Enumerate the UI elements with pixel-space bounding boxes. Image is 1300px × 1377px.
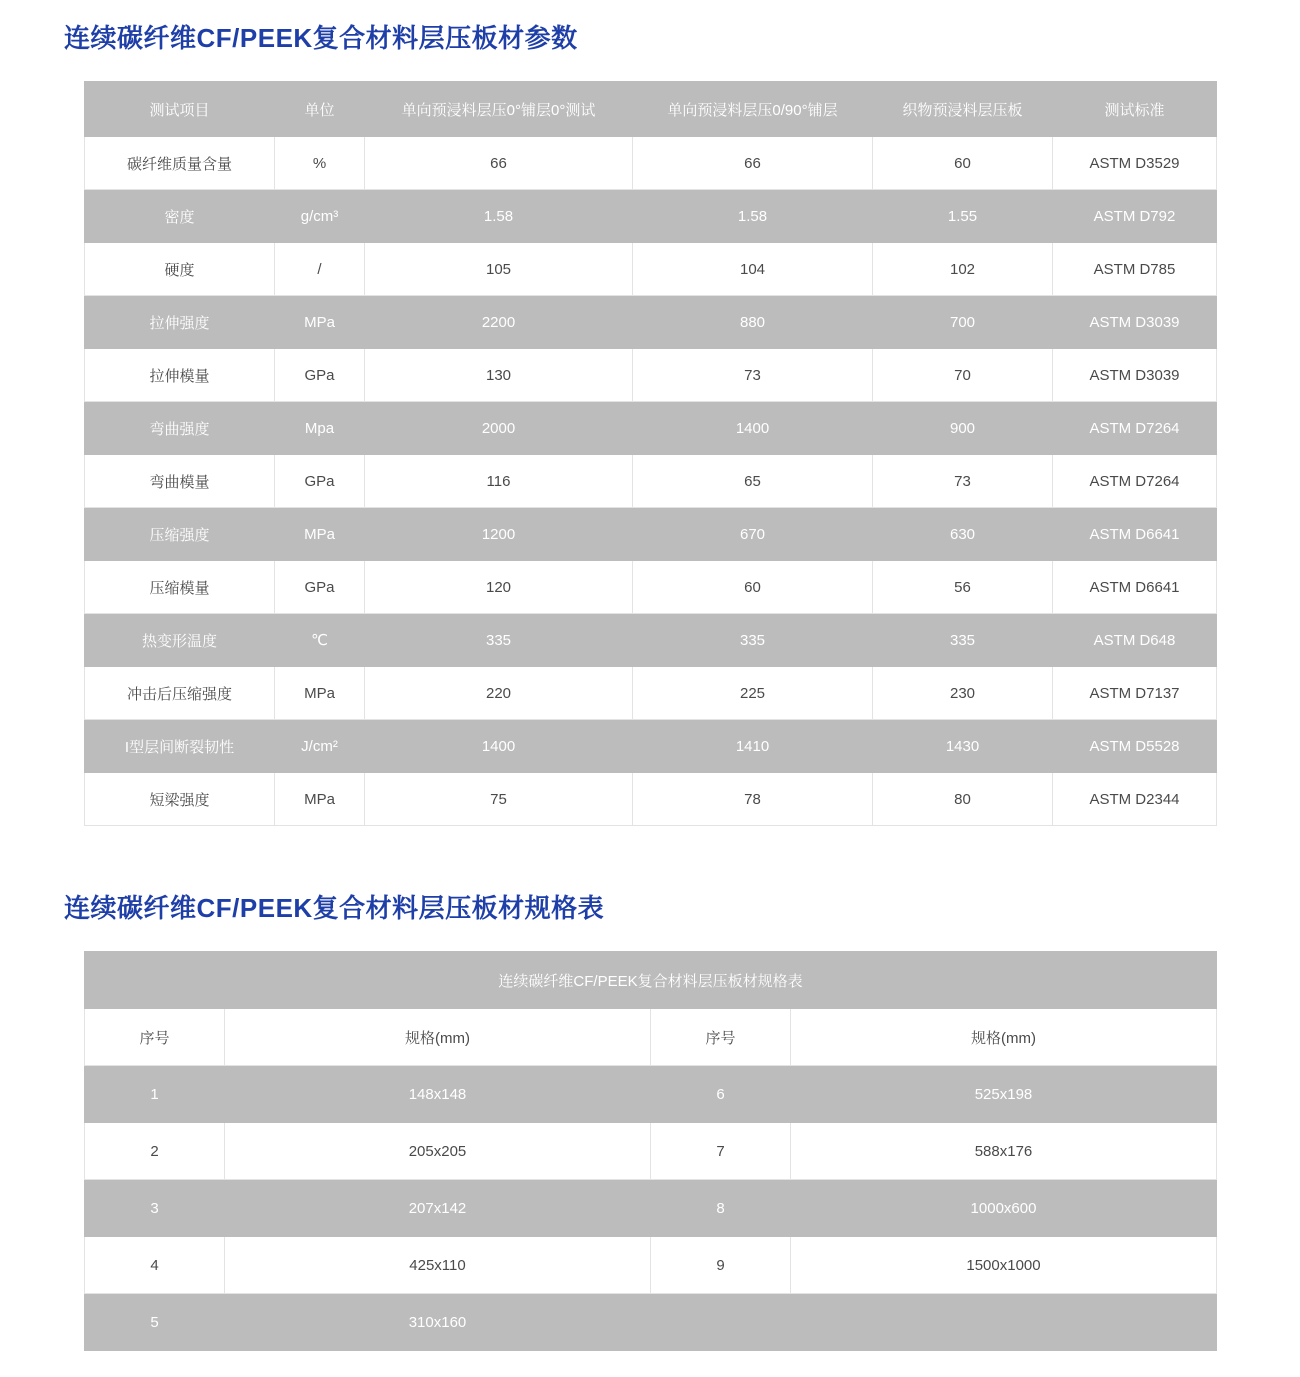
cell-index-left: 3 xyxy=(85,1180,225,1237)
cell-value-ud0: 66 xyxy=(365,137,633,190)
parameters-table xyxy=(84,81,1217,826)
cell-standard: ASTM D2344 xyxy=(1053,773,1217,826)
cell-unit: MPa xyxy=(275,667,365,720)
column-header: 单向预浸料层压0°铺层0°测试 xyxy=(365,82,633,137)
table-row xyxy=(85,1237,1217,1294)
cell-item: 碳纤维质量含量 xyxy=(85,137,275,190)
cell-value-ud0: 105 xyxy=(365,243,633,296)
cell-value-fabric: 80 xyxy=(873,773,1053,826)
table-row xyxy=(85,1180,1217,1237)
cell-value-ud0: 1.58 xyxy=(365,190,633,243)
cell-size-left: 205x205 xyxy=(225,1123,651,1180)
specification-table xyxy=(84,951,1217,1351)
table-caption-row xyxy=(85,952,1217,1009)
cell-unit: Mpa xyxy=(275,402,365,455)
cell-unit: J/cm² xyxy=(275,720,365,773)
cell-item: 冲击后压缩强度 xyxy=(85,667,275,720)
column-header: 单向预浸料层压0/90°铺层 xyxy=(633,82,873,137)
cell-value-fabric: 56 xyxy=(873,561,1053,614)
cell-value-ud090: 1410 xyxy=(633,720,873,773)
cell-value-ud0: 2000 xyxy=(365,402,633,455)
table-header-row xyxy=(85,1009,1217,1066)
cell-standard: ASTM D6641 xyxy=(1053,561,1217,614)
cell-unit: % xyxy=(275,137,365,190)
cell-index-left: 5 xyxy=(85,1294,225,1351)
params-section-title: 连续碳纤维CF/PEEK复合材料层压板材参数 xyxy=(64,23,578,53)
cell-size-left: 207x142 xyxy=(225,1180,651,1237)
cell-unit: ℃ xyxy=(275,614,365,667)
cell-standard: ASTM D648 xyxy=(1053,614,1217,667)
cell-standard: ASTM D792 xyxy=(1053,190,1217,243)
cell-unit: MPa xyxy=(275,773,365,826)
cell-value-ud090: 225 xyxy=(633,667,873,720)
cell-unit: MPa xyxy=(275,508,365,561)
cell-item: 拉伸模量 xyxy=(85,349,275,402)
cell-value-ud0: 220 xyxy=(365,667,633,720)
table-row xyxy=(85,349,1217,402)
table-row xyxy=(85,561,1217,614)
cell-standard: ASTM D5528 xyxy=(1053,720,1217,773)
cell-index-right: 6 xyxy=(651,1066,791,1123)
spec-table-caption: 连续碳纤维CF/PEEK复合材料层压板材规格表 xyxy=(85,952,1217,1009)
column-header: 单位 xyxy=(275,82,365,137)
cell-value-ud090: 670 xyxy=(633,508,873,561)
table-row xyxy=(85,773,1217,826)
column-header: 测试标准 xyxy=(1053,82,1217,137)
cell-index-right: 9 xyxy=(651,1237,791,1294)
cell-unit: GPa xyxy=(275,561,365,614)
cell-standard: ASTM D785 xyxy=(1053,243,1217,296)
cell-value-ud090: 880 xyxy=(633,296,873,349)
table-row xyxy=(85,190,1217,243)
column-header: 规格(mm) xyxy=(791,1009,1217,1066)
cell-size-right: 525x198 xyxy=(791,1066,1217,1123)
cell-value-ud0: 1400 xyxy=(365,720,633,773)
table-row xyxy=(85,1066,1217,1123)
cell-empty xyxy=(651,1294,791,1351)
cell-index-left: 4 xyxy=(85,1237,225,1294)
cell-value-ud090: 66 xyxy=(633,137,873,190)
cell-index-left: 1 xyxy=(85,1066,225,1123)
cell-value-ud0: 116 xyxy=(365,455,633,508)
cell-item: 硬度 xyxy=(85,243,275,296)
cell-index-right: 8 xyxy=(651,1180,791,1237)
cell-value-fabric: 73 xyxy=(873,455,1053,508)
table-row xyxy=(85,243,1217,296)
cell-value-ud0: 120 xyxy=(365,561,633,614)
cell-value-ud090: 73 xyxy=(633,349,873,402)
cell-index-right: 7 xyxy=(651,1123,791,1180)
spec-section-title: 连续碳纤维CF/PEEK复合材料层压板材规格表 xyxy=(64,893,605,923)
cell-value-fabric: 335 xyxy=(873,614,1053,667)
cell-value-fabric: 700 xyxy=(873,296,1053,349)
cell-unit: GPa xyxy=(275,349,365,402)
column-header: 织物预浸料层压板 xyxy=(873,82,1053,137)
table-row xyxy=(85,455,1217,508)
column-header: 序号 xyxy=(651,1009,791,1066)
cell-index-left: 2 xyxy=(85,1123,225,1180)
cell-empty xyxy=(791,1294,1217,1351)
cell-standard: ASTM D3039 xyxy=(1053,296,1217,349)
table-row xyxy=(85,1294,1217,1351)
table-row xyxy=(85,137,1217,190)
table-row xyxy=(85,667,1217,720)
cell-value-ud090: 104 xyxy=(633,243,873,296)
cell-value-fabric: 1.55 xyxy=(873,190,1053,243)
table-row xyxy=(85,296,1217,349)
cell-size-right: 588x176 xyxy=(791,1123,1217,1180)
cell-value-fabric: 900 xyxy=(873,402,1053,455)
cell-item: 拉伸强度 xyxy=(85,296,275,349)
cell-item: 压缩强度 xyxy=(85,508,275,561)
cell-size-left: 310x160 xyxy=(225,1294,651,1351)
table-row xyxy=(85,1123,1217,1180)
cell-value-ud090: 335 xyxy=(633,614,873,667)
params-table-head xyxy=(85,82,1217,137)
cell-standard: ASTM D3529 xyxy=(1053,137,1217,190)
cell-standard: ASTM D7264 xyxy=(1053,402,1217,455)
column-header: 测试项目 xyxy=(85,82,275,137)
cell-item: 弯曲强度 xyxy=(85,402,275,455)
cell-standard: ASTM D7264 xyxy=(1053,455,1217,508)
cell-unit: / xyxy=(275,243,365,296)
cell-size-right: 1500x1000 xyxy=(791,1237,1217,1294)
cell-unit: MPa xyxy=(275,296,365,349)
cell-size-right: 1000x600 xyxy=(791,1180,1217,1237)
cell-unit: GPa xyxy=(275,455,365,508)
params-table-body xyxy=(85,137,1217,826)
spec-table-wrapper xyxy=(84,951,1216,1351)
cell-value-ud090: 65 xyxy=(633,455,873,508)
table-row xyxy=(85,614,1217,667)
cell-value-ud090: 60 xyxy=(633,561,873,614)
cell-item: 短梁强度 xyxy=(85,773,275,826)
cell-standard: ASTM D3039 xyxy=(1053,349,1217,402)
cell-value-fabric: 230 xyxy=(873,667,1053,720)
column-header: 规格(mm) xyxy=(225,1009,651,1066)
cell-value-ud0: 75 xyxy=(365,773,633,826)
cell-value-ud0: 2200 xyxy=(365,296,633,349)
column-header: 序号 xyxy=(85,1009,225,1066)
cell-value-fabric: 60 xyxy=(873,137,1053,190)
cell-value-fabric: 630 xyxy=(873,508,1053,561)
cell-value-fabric: 1430 xyxy=(873,720,1053,773)
cell-item: 热变形温度 xyxy=(85,614,275,667)
cell-item: 密度 xyxy=(85,190,275,243)
cell-item: 压缩模量 xyxy=(85,561,275,614)
cell-standard: ASTM D7137 xyxy=(1053,667,1217,720)
table-row xyxy=(85,508,1217,561)
table-row xyxy=(85,720,1217,773)
cell-size-left: 425x110 xyxy=(225,1237,651,1294)
spec-table-body xyxy=(85,952,1217,1351)
table-row xyxy=(85,402,1217,455)
cell-unit: g/cm³ xyxy=(275,190,365,243)
cell-value-fabric: 70 xyxy=(873,349,1053,402)
cell-value-ud090: 1400 xyxy=(633,402,873,455)
cell-size-left: 148x148 xyxy=(225,1066,651,1123)
cell-value-ud090: 78 xyxy=(633,773,873,826)
cell-value-ud0: 130 xyxy=(365,349,633,402)
cell-standard: ASTM D6641 xyxy=(1053,508,1217,561)
cell-value-ud0: 335 xyxy=(365,614,633,667)
cell-value-ud0: 1200 xyxy=(365,508,633,561)
table-header-row xyxy=(85,82,1217,137)
params-table-wrapper xyxy=(84,81,1216,826)
cell-value-fabric: 102 xyxy=(873,243,1053,296)
cell-item: I型层间断裂韧性 xyxy=(85,720,275,773)
cell-value-ud090: 1.58 xyxy=(633,190,873,243)
cell-item: 弯曲模量 xyxy=(85,455,275,508)
